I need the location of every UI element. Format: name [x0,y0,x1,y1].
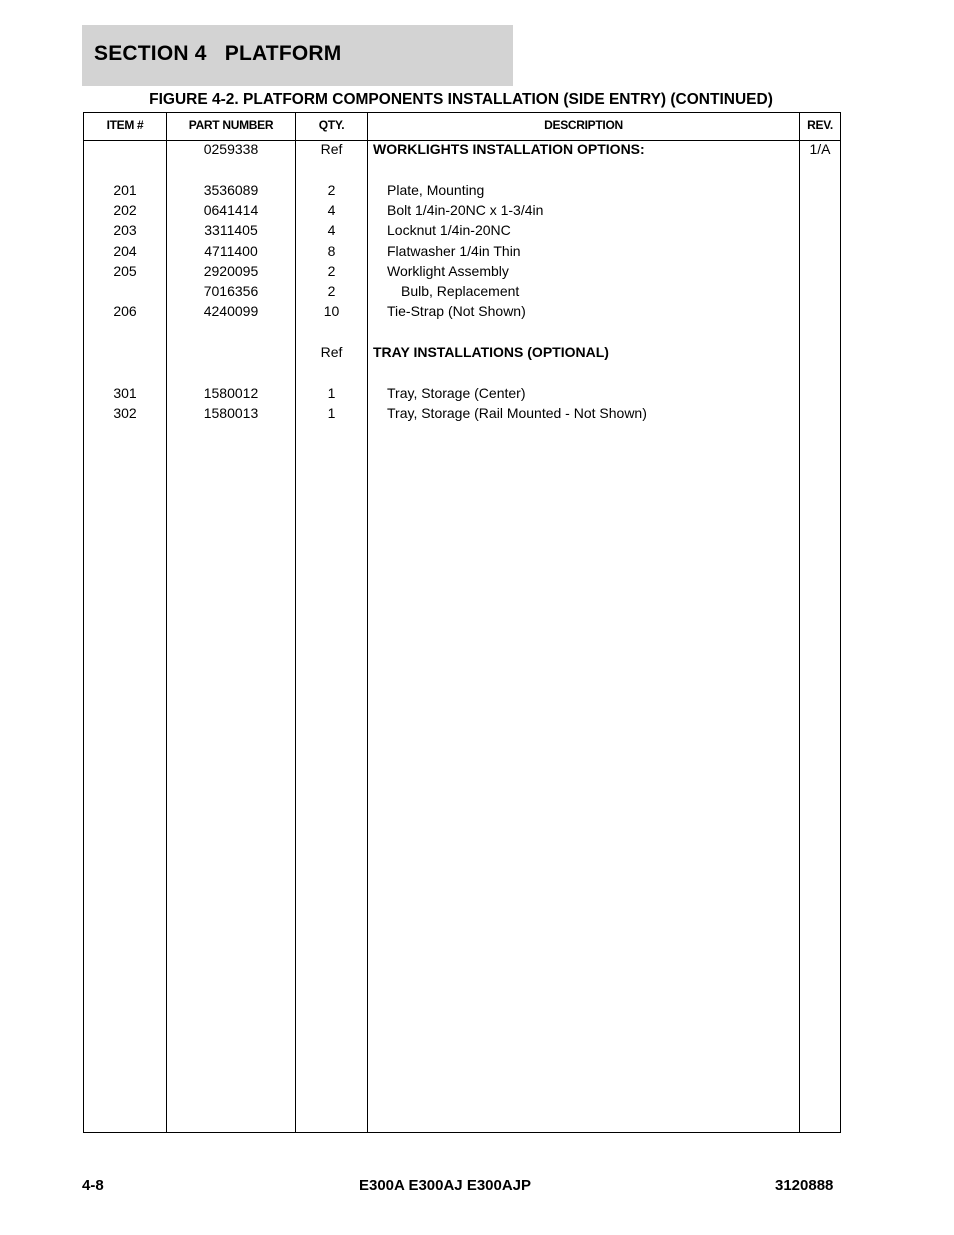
model-list: E300A E300AJ E300AJP [358,1177,532,1194]
item-number-cell: 203 [113,222,137,239]
header-qty: QTY. [318,118,345,132]
table-row [84,161,840,181]
item-number-cell: 302 [113,404,137,421]
page-number: 4-8 [82,1177,104,1194]
part-number-cell: 0259338 [203,141,259,157]
table-row [84,202,840,222]
description-cell: Bulb, Replacement [401,283,520,300]
description-cell: WORKLIGHTS INSTALLATION OPTIONS: [373,141,645,157]
part-number-cell: 0641414 [203,201,259,218]
item-number-cell: 202 [113,201,137,218]
quantity-cell: Ref [320,344,343,360]
header-item: ITEM # [106,118,144,132]
quantity-cell: 2 [327,283,336,300]
description-cell: Tray, Storage (Rail Mounted - Not Shown) [387,404,647,421]
part-number-cell: 3311405 [204,222,258,239]
section-title: SECTION 4 PLATFORM [94,42,342,65]
part-number-cell: 4711400 [204,242,258,259]
quantity-cell: 2 [327,181,336,198]
document-number: 3120888 [775,1177,834,1194]
quantity-cell: 1 [327,404,336,421]
table-row [84,324,840,344]
table-row [84,283,840,303]
table-row [84,263,840,283]
quantity-cell: 4 [327,222,336,239]
part-number-cell: 7016356 [203,283,259,300]
quantity-cell: 1 [327,384,336,401]
item-number-cell: 204 [113,242,137,259]
part-number-cell: 4240099 [203,303,259,320]
table-row [84,141,840,161]
quantity-cell: 2 [327,262,336,279]
part-number-cell: 2920095 [203,262,259,279]
table-row [84,222,840,242]
quantity-cell: 4 [327,201,336,218]
header-rev: REV. [807,118,833,132]
description-cell: TRAY INSTALLATIONS (OPTIONAL) [373,344,609,360]
parts-table [83,112,841,1133]
header-description: DESCRIPTION [544,118,623,132]
table-row [84,405,840,425]
description-cell: Tie-Strap (Not Shown) [387,303,526,320]
item-number-cell: 205 [113,262,137,279]
table-row [84,364,840,384]
part-number-cell: 3536089 [203,181,259,198]
item-number-cell: 301 [113,384,137,401]
figure-title: FIGURE 4-2. PLATFORM COMPONENTS INSTALLATION (SIDE ENTRY) (CONTINUED) [149,91,773,108]
description-cell: Tray, Storage (Center) [387,384,526,401]
quantity-cell: 8 [327,242,336,259]
description-cell: Plate, Mounting [387,181,485,198]
table-row [84,344,840,364]
table-row [84,182,840,202]
quantity-cell: Ref [320,141,343,157]
description-cell: Locknut 1/4in-20NC [387,222,511,239]
table-row [84,243,840,263]
description-cell: Flatwasher 1/4in Thin [387,242,521,259]
item-number-cell: 201 [113,181,137,198]
table-row [84,303,840,323]
description-cell: Bolt 1/4in-20NC x 1-3/4in [387,201,544,218]
revision-cell: 1/A [809,141,831,157]
part-number-cell: 1580013 [203,404,259,421]
description-cell: Worklight Assembly [387,262,509,279]
item-number-cell: 206 [113,303,137,320]
part-number-cell: 1580012 [203,384,259,401]
quantity-cell: 10 [323,303,340,320]
section-banner [82,25,513,86]
table-row [84,385,840,405]
header-part-number: PART NUMBER [188,118,274,132]
